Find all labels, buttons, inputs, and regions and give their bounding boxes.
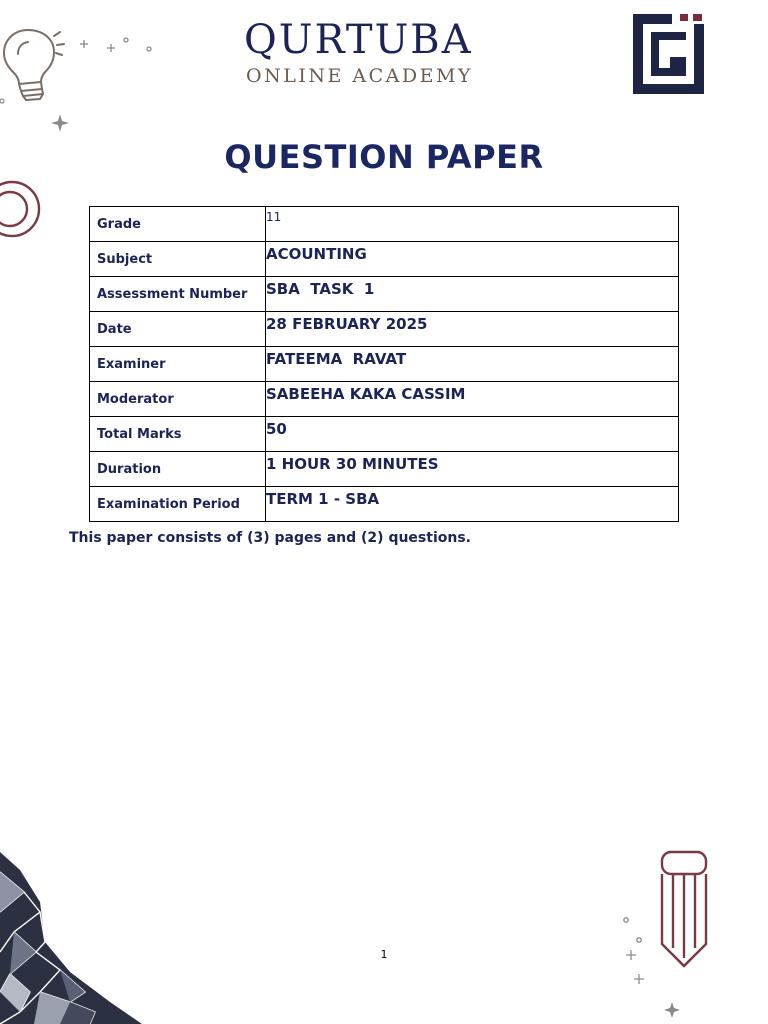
row-label: Moderator [90, 382, 266, 417]
row-value: SBA TASK 1 [266, 277, 679, 312]
assessment-info-table [89, 206, 679, 522]
table-row [90, 452, 679, 487]
row-value: SABEEHA KAKA CASSIM [266, 382, 679, 417]
table-row [90, 312, 679, 347]
row-value: 11 [266, 207, 679, 242]
sparkle-icon [0, 97, 8, 105]
table-row [90, 207, 679, 242]
circle-ring-icon [0, 179, 44, 241]
row-value: FATEEMA RAVAT [266, 347, 679, 382]
triangle-mosaic-decoration [0, 852, 150, 1024]
row-value: 50 [266, 417, 679, 452]
row-label: Total Marks [90, 417, 266, 452]
row-label: Examiner [90, 347, 266, 382]
row-label: Duration [90, 452, 266, 487]
table-row [90, 347, 679, 382]
table-row [90, 382, 679, 417]
logo-mark-icon [632, 12, 706, 96]
row-value: ACOUNTING [266, 242, 679, 277]
table-row [90, 242, 679, 277]
sparkle-icon [50, 113, 70, 133]
page-number: 1 [380, 948, 388, 961]
row-label: Date [90, 312, 266, 347]
page-title: QUESTION PAPER [224, 138, 544, 176]
lightbulb-icon [0, 24, 70, 106]
row-value: TERM 1 - SBA [266, 487, 679, 522]
row-label: Subject [90, 242, 266, 277]
row-label: Assessment Number [90, 277, 266, 312]
sparkle-icon [620, 912, 680, 1020]
brand-name: QURTUBA [244, 17, 473, 63]
row-value: 1 HOUR 30 MINUTES [266, 452, 679, 487]
row-label: Examination Period [90, 487, 266, 522]
sparkle-icon [76, 36, 156, 56]
table-row [90, 417, 679, 452]
row-value: 28 FEBRUARY 2025 [266, 312, 679, 347]
paper-note: This paper consists of (3) pages and (2) questions. [69, 530, 471, 546]
table-row [90, 277, 679, 312]
brand-subtitle: ONLINE ACADEMY [246, 65, 473, 87]
row-label: Grade [90, 207, 266, 242]
table-row [90, 487, 679, 522]
